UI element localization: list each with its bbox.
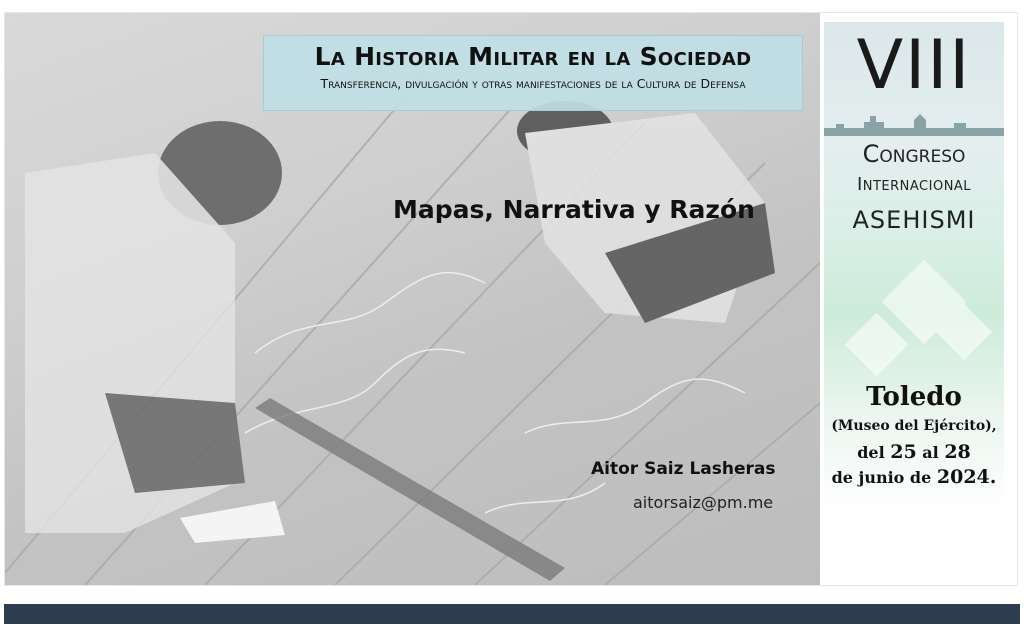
author-email: aitorsaiz@pm.me — [633, 493, 774, 512]
dates-mid: al — [922, 443, 939, 462]
congress-edition: VIII — [856, 26, 972, 105]
dates-month — [824, 465, 1004, 490]
congress-venue: (Museo del Ejército), — [831, 418, 997, 434]
day-end: 28 — [944, 441, 971, 463]
dates-range — [824, 440, 1004, 465]
dates-prefix: del — [857, 443, 885, 462]
day-start: 25 — [890, 441, 917, 463]
congress-poster — [824, 22, 1004, 508]
congress-line1: Congreso — [862, 140, 966, 168]
congress-organizer: ASEHISMI — [852, 206, 976, 234]
city-skyline-icon — [824, 110, 1004, 136]
author-name: Aitor Saiz Lasheras — [591, 459, 776, 479]
conference-title-banner — [263, 35, 803, 111]
dates-tail: de junio de — [831, 468, 932, 487]
bottom-bar — [4, 604, 1020, 624]
congress-city: Toledo — [866, 382, 962, 412]
decorative-diamond — [845, 313, 909, 377]
conference-subtitle: Transferencia, divulgación y otras manifestaciones de la Cultura de Defensa — [320, 76, 746, 91]
congress-dates — [824, 440, 1004, 490]
conference-title: La Historia Militar en la Sociedad — [314, 42, 752, 71]
congress-line2: Internacional — [856, 174, 972, 195]
congress-year: 2024. — [936, 466, 997, 488]
talk-title: Mapas, Narrativa y Razón — [393, 195, 755, 224]
